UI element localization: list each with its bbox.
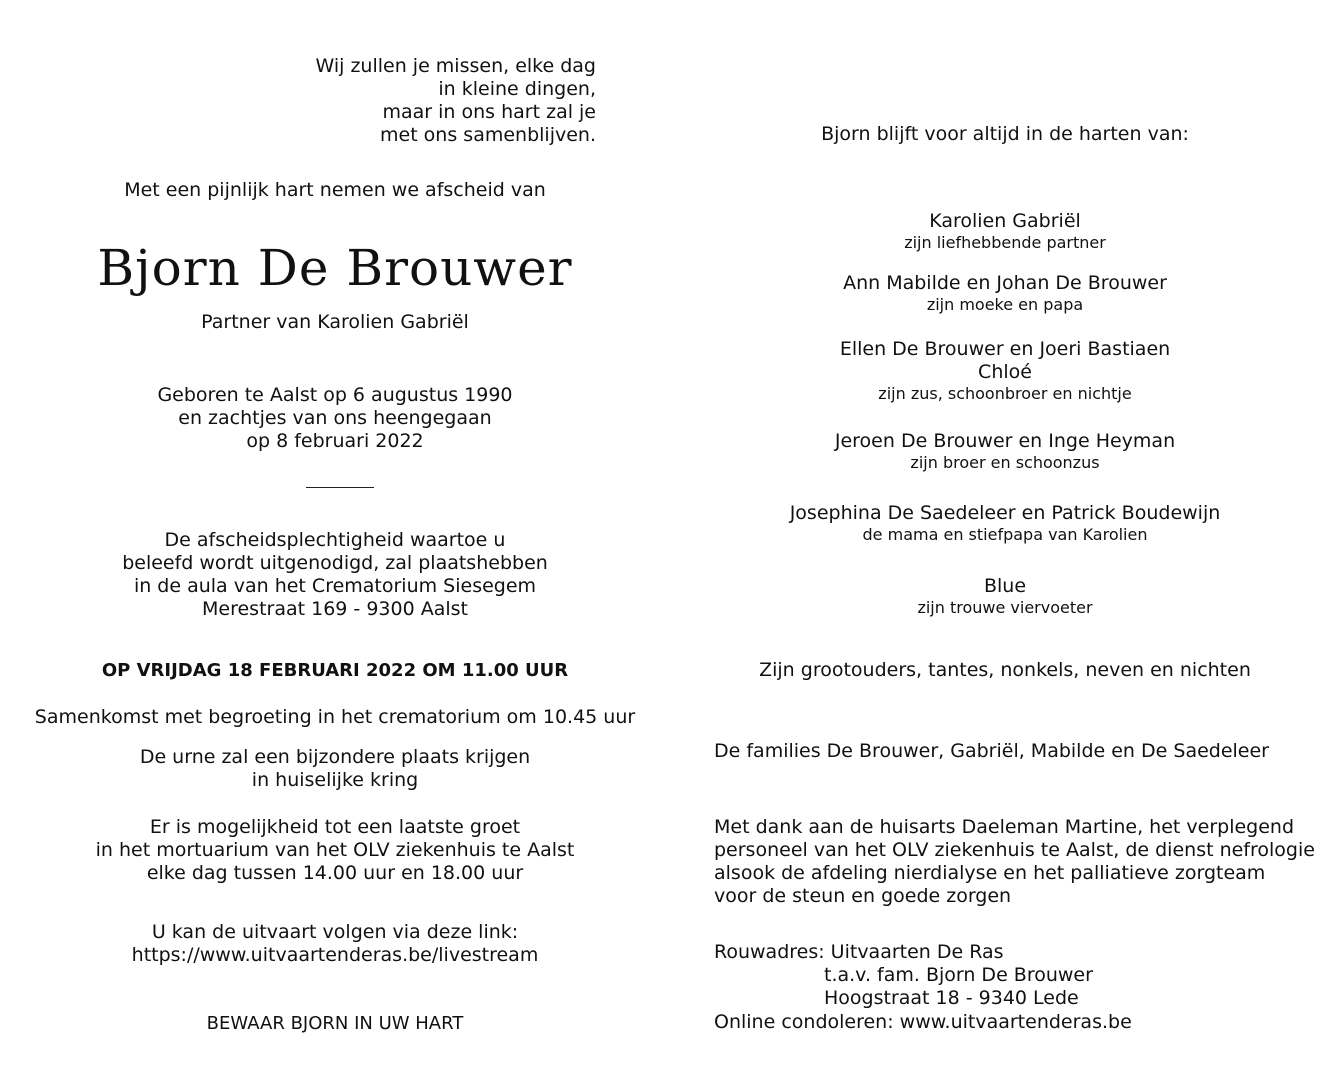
thanks-line-3: alsook de afdeling nierdialyse en het palliatieve zorgteam	[714, 862, 1266, 884]
poem-line-1: Wij zullen je missen, elke dag	[315, 55, 596, 77]
intro-text: Met een pijnlijk hart nemen we afscheid van	[124, 179, 546, 201]
poem-line-4: met ons samenblijven.	[380, 124, 596, 146]
thanks-line-4: voor de steun en goede zorgen	[714, 885, 1012, 907]
family-relation: zijn liefhebbende partner	[904, 233, 1106, 252]
family-name: Ellen De Brouwer en Joeri Bastiaen	[839, 338, 1171, 360]
ceremony-date-time: OP VRIJDAG 18 FEBRUARI 2022 OM 11.00 UUR	[101, 660, 569, 681]
divider-line	[306, 487, 374, 488]
ceremony-line-3: in de aula van het Crematorium Siesegem	[133, 575, 537, 597]
thanks-line-2: personeel van het OLV ziekenhuis te Aalst, de dienst nefrologie	[714, 839, 1315, 861]
ceremony-line-1: De afscheidsplechtigheid waartoe u	[164, 529, 506, 551]
family-name: Karolien Gabriël	[929, 210, 1081, 232]
family-name: Blue	[983, 575, 1027, 597]
urn-line-1: De urne zal een bijzondere plaats krijgen	[139, 746, 531, 768]
ceremony-address: Merestraat 169 - 9300 Aalst	[202, 598, 468, 620]
birth-line-2: en zachtjes van ons heengegaan	[178, 407, 492, 429]
family-relation: zijn trouwe viervoeter	[917, 598, 1093, 617]
closing-text: BEWAAR BJORN IN UW HART	[206, 1013, 464, 1034]
families-line: De families De Brouwer, Gabriël, Mabilde en De Saedeleer	[714, 740, 1269, 762]
mourning-address-label: Rouwadres: Uitvaarten De Ras	[714, 941, 1004, 963]
mourning-address-attn: t.a.v. fam. Bjorn De Brouwer	[824, 964, 1093, 986]
family-name-child: Chloé	[978, 361, 1032, 383]
family-relation: zijn broer en schoonzus	[910, 453, 1100, 472]
family-name: Josephina De Saedeleer en Patrick Boudewijn	[789, 502, 1221, 524]
family-name: Jeroen De Brouwer en Inge Heyman	[834, 430, 1176, 452]
mourners-heading: Bjorn blijft voor altijd in de harten van:	[821, 123, 1189, 145]
extended-family: Zijn grootouders, tantes, nonkels, neven en nichten	[759, 659, 1251, 681]
livestream-link[interactable]: https://www.uitvaartenderas.be/livestream	[131, 944, 539, 966]
online-condolences[interactable]: Online condoleren: www.uitvaartenderas.be	[714, 1011, 1132, 1033]
mourning-address-street: Hoogstraat 18 - 9340 Lede	[824, 987, 1079, 1009]
poem-line-2: in kleine dingen,	[438, 78, 596, 100]
gathering-text: Samenkomst met begroeting in het crematorium om 10.45 uur	[34, 706, 636, 728]
thanks-line-1: Met dank aan de huisarts Daeleman Martine, het verplegend	[714, 816, 1295, 838]
birth-line-1: Geboren te Aalst op 6 augustus 1990	[157, 384, 513, 406]
mortuary-line-3: elke dag tussen 14.00 uur en 18.00 uur	[146, 862, 524, 884]
partner-line: Partner van Karolien Gabriël	[201, 311, 469, 333]
deceased-name: Bjorn De Brouwer	[97, 239, 573, 297]
livestream-text: U kan de uitvaart volgen via deze link:	[151, 921, 519, 943]
mortuary-line-1: Er is mogelijkheid tot een laatste groet	[149, 816, 521, 838]
poem-line-3: maar in ons hart zal je	[382, 101, 596, 123]
mortuary-line-2: in het mortuarium van het OLV ziekenhuis te Aalst	[95, 839, 575, 861]
ceremony-line-2: beleefd wordt uitgenodigd, zal plaatshebben	[122, 552, 548, 574]
family-relation: de mama en stiefpapa van Karolien	[862, 525, 1148, 544]
death-line: op 8 februari 2022	[246, 430, 424, 452]
family-name: Ann Mabilde en Johan De Brouwer	[843, 272, 1167, 294]
family-relation: zijn moeke en papa	[926, 295, 1084, 314]
family-relation: zijn zus, schoonbroer en nichtje	[878, 384, 1132, 403]
urn-line-2: in huiselijke kring	[251, 769, 419, 791]
